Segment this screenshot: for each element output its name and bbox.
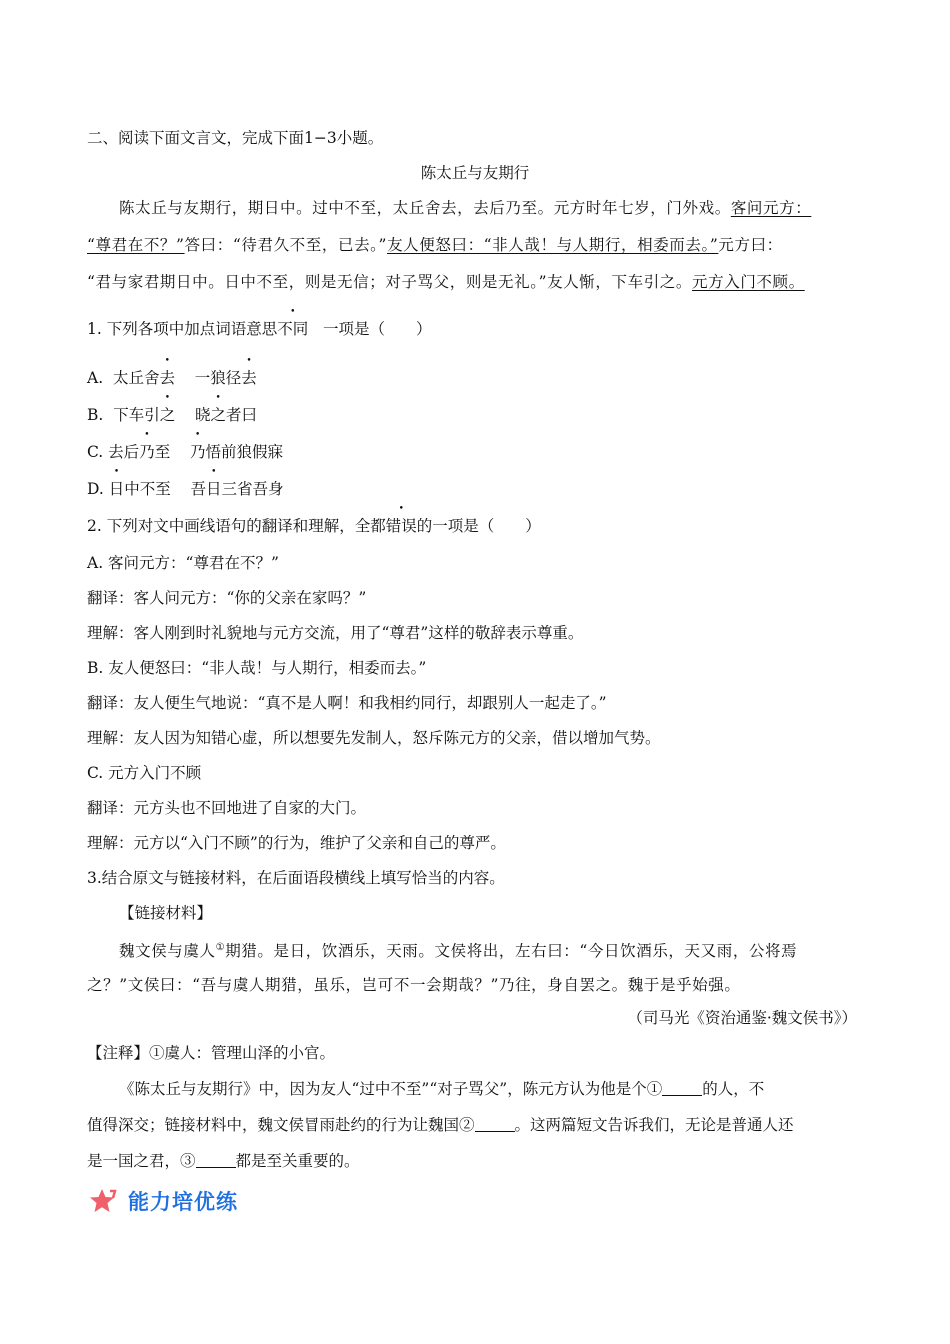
paragraph-text: 《陈太丘与友期行》中，因为友人“过中不至”“对子骂父”，陈元方认为他是个① [119,1080,663,1098]
underlined-sentence: 元方入门不顾。 [692,273,805,291]
paragraph-text: 值得深交；链接材料中，魏文侯冒雨赴约的行为让魏国② [87,1116,475,1134]
fill-paragraph-line-1 [87,1078,764,1100]
link-material-line-1 [87,937,797,962]
q2-option-b-translation: 翻译：友人便生气地说：“真不是人啊！和我相约同行，却跟别人一起走了。” [87,694,607,712]
passage-line-2 [87,234,783,256]
q2-stem [87,515,541,537]
dotted-word: 乃 [139,443,155,461]
option-label: A. [87,369,104,387]
option-label: D. [87,480,104,498]
option-text: 去后 [108,443,140,461]
q2-option-a: A. 客问元方：“尊君在不？” [87,554,279,572]
link-text: 期猎。是日，饮酒乐，天雨。文侯将出，左右曰：“今日饮酒乐，天又雨，公将焉 [225,942,798,961]
fill-paragraph-line-3 [87,1150,360,1172]
paragraph-text: 是一国之君，③ [87,1152,196,1170]
dotted-word: 之 [210,406,226,424]
answer-blank-1[interactable] [662,1081,702,1096]
option-text: 一狼径 [194,369,242,387]
q1-option-a [87,367,257,389]
banner-title: 能力培优练 [128,1190,238,1214]
fill-paragraph-line-2 [87,1114,794,1136]
passage-title: 陈太丘与友期行 [420,164,530,182]
q2-option-a-understanding: 理解：客人刚到时礼貌地与元方交流，用了“尊君”这样的敬辞表示尊重。 [87,624,584,642]
q1-option-d [87,478,284,500]
link-text: 魏文侯与虞人 [119,942,216,961]
q1-option-b [87,404,257,426]
star-icon [88,1187,120,1215]
section-banner [88,1186,238,1216]
passage-text: “君与家君期日中。日中不至，则是无信；对子骂父，则是无礼。”友人惭，下车引之。 [87,273,693,291]
option-label: B. [87,406,104,424]
dotted-word: 日 [108,480,125,498]
underlined-sentence: 友人便怒曰：“非人哉！与人期行，相委而去。” [387,236,719,254]
annotation-note: 【注释】①虞人：管理山泽的小官。 [87,1044,336,1062]
q2-stem-text: 2. 下列对文中画线语句的翻译和理解，全都 [87,517,386,535]
dotted-word: 日 [206,480,222,498]
option-text: 者曰 [225,406,257,424]
passage-line-3 [87,271,805,293]
option-text: 三省吾身 [221,480,284,498]
paragraph-text: 都是至关重要的。 [235,1152,360,1170]
dotted-word: 去 [159,369,176,387]
option-label: C. [87,443,104,461]
option-text: 中不至 [124,480,171,498]
q2-option-b-understanding: 理解：友人因为知错心虚，所以想要先发制人，怒斥陈元方的父亲，借以增加气势。 [87,729,661,747]
paragraph-text: 的人，不 [702,1080,765,1098]
emphasis-dotted: 错误 [385,517,417,535]
option-text: 吾 [190,480,207,498]
dotted-word: 去 [241,369,257,387]
option-text: 至 [154,443,171,461]
q3-stem: 3.结合原文与链接材料，在后面语段横线上填写恰当的内容。 [87,869,505,887]
q2-option-c-understanding: 理解：元方以“入门不顾”的行为，维护了父亲和自己的尊严。 [87,834,506,852]
passage-text: 陈太丘与友期行，期日中。过中不至，太丘舍去，去后乃至。元方时年七岁，门外戏。 [119,199,731,217]
q2-option-c-translation: 翻译：元方头也不回地进了自家的大门。 [87,799,367,817]
passage-text: 答曰：“待君久不至，已去。” [184,236,388,254]
option-text: 悟前狼假寐 [205,443,283,461]
option-text: 晓 [194,406,211,424]
paragraph-text: 。这两篇短文告诉我们，无论是普通人还 [514,1116,794,1134]
q2-option-a-translation: 翻译：客人问元方：“你的父亲在家吗？” [87,589,367,607]
underlined-sentence: “尊君在不？” [87,236,185,254]
q1-stem-text: 1. 下列各项中加点词语意思 [87,320,278,338]
q1-stem [87,318,432,340]
emphasis-dotted: 不同 [277,320,309,338]
q2-option-c: C. 元方入门不顾 [87,764,202,782]
link-source: （司马光《资治通鉴·魏文侯书》） [627,1009,857,1027]
answer-blank-2[interactable] [475,1117,515,1132]
passage-line-1 [87,197,811,219]
link-material-heading: 【链接材料】 [119,904,213,922]
link-material-line-2: 之？”文侯曰：“吾与虞人期猎，虽乐，岂可不一会期哉？”乃往，身自罢之。魏于是乎始强。 [87,976,741,994]
option-text: 太丘舍 [112,369,160,387]
passage-text: 元方曰： [718,236,783,254]
footnote-marker: ① [215,942,226,953]
section-heading: 二、阅读下面文言文，完成下面1−3小题。 [87,129,384,147]
dotted-word: 乃 [189,443,206,461]
dotted-word: 之 [159,406,176,424]
answer-blank-3[interactable] [196,1153,236,1168]
q1-option-c [87,441,283,463]
q2-stem-text: 的一项是（ ） [416,517,541,535]
option-text: 下车引 [113,406,160,424]
q1-stem-text: 一项是（ ） [323,320,432,338]
underlined-sentence: 客问元方： [730,199,812,217]
q2-option-b: B. 友人便怒曰：“非人哉！与人期行，相委而去。” [87,659,427,677]
